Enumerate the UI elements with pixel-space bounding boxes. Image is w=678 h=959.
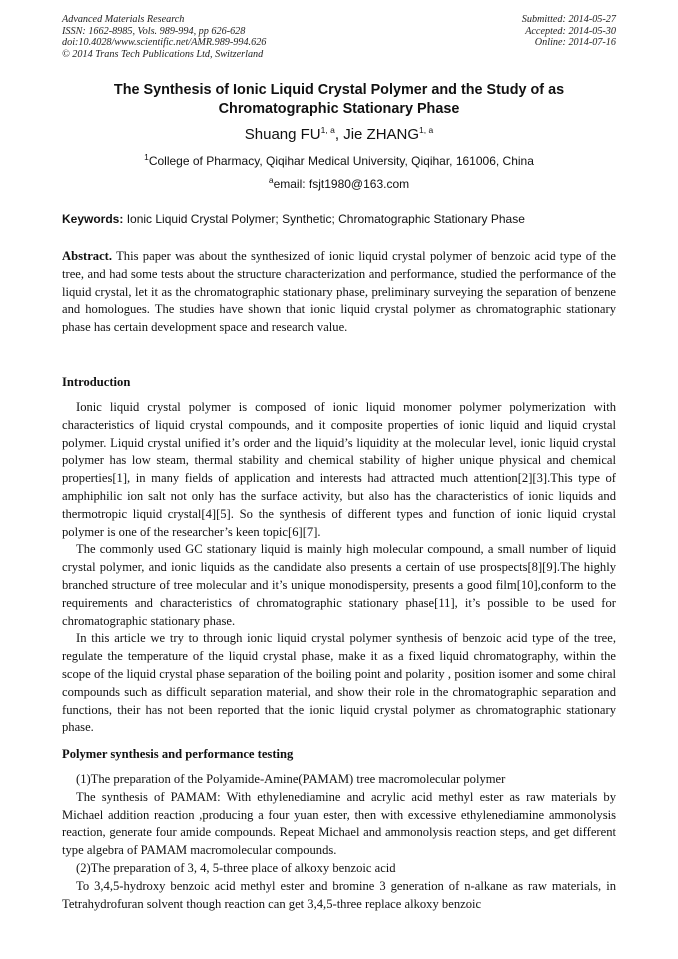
journal-info [62,14,266,60]
abstract-paragraph [62,248,616,337]
keywords-text: Ionic Liquid Crystal Polymer; Synthetic; Chromatographic Stationary Phase [123,212,525,226]
author-1-affil: 1, a [320,125,335,135]
email-marker: a [268,175,274,185]
email-text: email: fsjt1980@163.com [273,177,410,191]
affiliation-text: College of Pharmacy, Qiqihar Medical University, Qiqihar, 161006, China [148,154,534,168]
title-line-1: The Synthesis of Ionic Liquid Crystal Polymer and the Study of as [113,82,565,98]
submission-dates [522,14,616,49]
intro-paragraph-2: The commonly used GC stationary liquid is mainly high molecular compound, a small number of liquid crystal polymer, and ionic liquids as the candidate also presents a certain of use prospects[8][9].The highly branched structure of tree molecular and it’s unique monodispersity, presents a good film[10],conform to the requirements and characteristics of chromatographic stationary phase[11], it’s possible to be used for chromatographic stationary phase. [62,542,616,628]
affiliation [62,154,616,169]
author-1: Shuang FU [244,126,321,143]
author-2-affil: 1, a [419,125,434,135]
copyright-line: © 2014 Trans Tech Publications Ltd, Switzerland [62,48,264,60]
authors [62,125,616,144]
online-date: Online: 2014-07-16 [534,37,616,49]
abstract-text: This paper was about the synthesized of ionic liquid crystal polymer of benzoic acid type of the tree, and had some tests about the structure characterization and performance, studied the performance of the liquid crystal, let it as the chromatographic stationary phase, preliminary surveying the separation of benzene and homologues. The studies have shown that ionic liquid crystal polymer as chromatographic stationary phase has certain development space and research value. [62,249,616,335]
polymer-paragraph-1: The synthesis of PAMAM: With ethylenediamine and acrylic acid methyl ester as raw materials by Michael addition reaction ,producing a four yuan ester, then with excessive ethylenediamine ammonolysis reaction, generate four amide compounds. Repeat Michael and ammonolysis reaction steps, and get different type algebra of PAMAM macromolecular compounds. [62,789,616,858]
issn-line: ISSN: 1662-8985, Vols. 989-994, pp 626-628 [62,25,246,37]
intro-paragraph-1: Ionic liquid crystal polymer is composed of ionic liquid monomer polymer polymerization with characteristics of liquid crystal compounds, and it composite properties of ionic liquid and liquid crystal polymer. Liquid crystal unified it’s order and the liquid’s liquidity at the molecular level, ionic liquid crystal polymer has low steam, thermal stability and chemical stability of higher unique physical and chemical properties[1], in many fields of application and interests had attracted much attention[2][3].This type of amphiphilic ion salt not only has the surface activity, but also has the characteristics of ionic liquids and thermotropic liquid crystal[4][5]. So the synthesis of different types and function of ionic liquid crystal polymer is one of the researcher’s keen topic[6][7]. [62,400,616,539]
keywords-label: Keywords: [62,212,124,226]
title-line-2: Chromatographic Stationary Phase [218,101,460,117]
polymer-paragraph-2: To 3,4,5-hydroxy benzoic acid methyl ester and bromine 3 generation of n-alkane as raw materials, in Tetrahydrofuran solvent though reaction can get 3,4,5-three replace alkoxy benzoic [62,878,616,911]
paper-title [62,81,616,119]
intro-paragraph-3: In this article we try to through ionic liquid crystal polymer synthesis of benzoic acid type of the tree, regulate the temperature of the liquid crystal phase, make it as a fixed liquid chromatography, within the scope of the liquid crystal phase separation of the boiling point and polarity , position isomer and some chiral compounds such as difficult separation material, and show their role in the chromatographic separation and functions, their has not been reported that the ionic liquid crystal polymer as chromatographic stationary phase. [62,631,616,735]
abstract [62,248,616,337]
polymer-synthesis-heading: Polymer synthesis and performance testing [62,747,294,761]
subsection-2-title: (2)The preparation of 3, 4, 5-three place of alkoxy benzoic acid [76,860,396,875]
abstract-label: Abstract. [62,249,113,263]
introduction-section [62,399,616,737]
introduction-heading: Introduction [62,375,131,389]
author-2: Jie ZHANG [343,126,420,143]
author-separator: , [334,126,344,143]
subsection-1-title: (1)The preparation of the Polyamide-Amine(PAMAM) tree macromolecular polymer [76,772,506,786]
contact-email [62,177,616,192]
affiliation-marker: 1 [144,152,149,162]
accepted-date: Accepted: 2014-05-30 [525,25,616,37]
polymer-synthesis-section [62,771,616,913]
doi-line: doi:10.4028/www.scientific.net/AMR.989-994.626 [62,37,267,49]
submitted-date: Submitted: 2014-05-27 [521,14,616,25]
keywords [62,212,616,227]
journal-name: Advanced Materials Research [62,14,185,25]
